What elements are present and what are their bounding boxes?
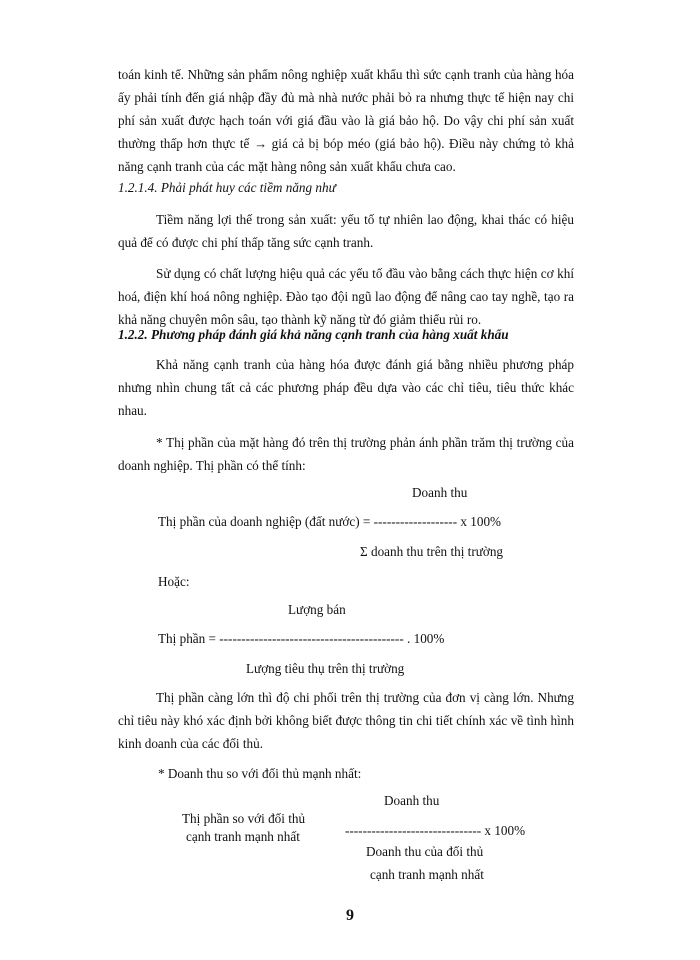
formula-3-fraction-line: ------------------------------- x 100% [345,823,526,838]
formula-1-expression: Thị phần của doanh nghiệp (đất nước) = ------------------- x 100% [158,514,502,529]
formula-3-denominator-line1: Doanh thu của đối thủ [366,844,484,859]
or-label: Hoặc: [158,574,190,589]
paragraph-potential-advantages: Tiềm năng lợi thế trong sản xuất: yếu tố tự nhiên lao động, khai thác có hiệu quả để có được chi phí thấp tăng sức cạnh tranh. [118,212,574,250]
formula-2-expression: Thị phần = ------------------------------------------ . 100% [158,631,445,646]
formula-3-lhs-line1: Thị phần so với đối thủ [182,811,306,826]
formula-3-numerator: Doanh thu [384,793,440,808]
paragraph-input-efficiency: Sử dụng có chất lượng hiệu quả các yếu tố đầu vào bằng cách thực hiện cơ khí hoá, điện khí hoá nông nghiệp. Đào tạo đội ngũ lao động để nâng cao tay nghề, tạo ra khả năng chuyên môn sâu, tạo thành kỹ năng từ đó giảm thiểu rủi ro. [118,266,574,327]
paragraph-revenue-vs-competitor: * Doanh thu so với đối thủ mạnh nhất: [158,766,362,781]
page-number: 9 [346,907,354,924]
heading-1-2-2: 1.2.2. Phương pháp đánh giá khả năng cạnh tranh của hàng xuất khẩu [118,327,509,342]
formula-1-numerator: Doanh thu [412,485,468,500]
paragraph-agricultural-export-pricing: toán kinh tế. Những sản phẩm nông nghiệp xuất khẩu thì sức cạnh tranh của hàng hóa ấy phải tính đến giá nhập đầy đủ mà nhà nước phải bỏ ra nhưng thực tế hiện nay chi phí sản xuất được hạch toán với giá đầu vào là giá bảo hộ. Do vậy chi phí sản xuất thường thấp hơn thực tế → giá cả bị bóp méo (giá bảo hộ). Điều này chứng tỏ khả năng cạnh tranh của các mặt hàng nông sản xuất khẩu chưa cao. [118,67,574,174]
paragraph-evaluation-methods: Khả năng cạnh tranh của hàng hóa được đánh giá bằng nhiều phương pháp nhưng nhìn chung tất cả các phương pháp đều dựa vào các chỉ tiêu, tiêu thức khác nhau. [118,357,574,418]
formula-3-denominator-line2: cạnh tranh mạnh nhất [370,867,484,882]
paragraph-market-share-explanation: Thị phần càng lớn thì độ chi phối trên thị trường của đơn vị càng lớn. Nhưng chỉ tiêu này khó xác định bởi không biết được thông tin chi tiết chính xác về tình hình kinh doanh của các đối thủ. [118,690,574,751]
heading-1-2-1-4: 1.2.1.4. Phải phát huy các tiềm năng như [118,180,336,195]
formula-1-denominator: Σ doanh thu trên thị trường [360,544,504,559]
formula-2-numerator: Lượng bán [288,602,346,617]
formula-2-denominator: Lượng tiêu thụ trên thị trường [246,661,405,676]
formula-3-lhs-line2: cạnh tranh mạnh nhất [186,829,300,844]
paragraph-market-share-intro: * Thị phần của mặt hàng đó trên thị trường phản ánh phần trăm thị trường của doanh nghiệp. Thị phần có thể tính: [118,435,574,473]
